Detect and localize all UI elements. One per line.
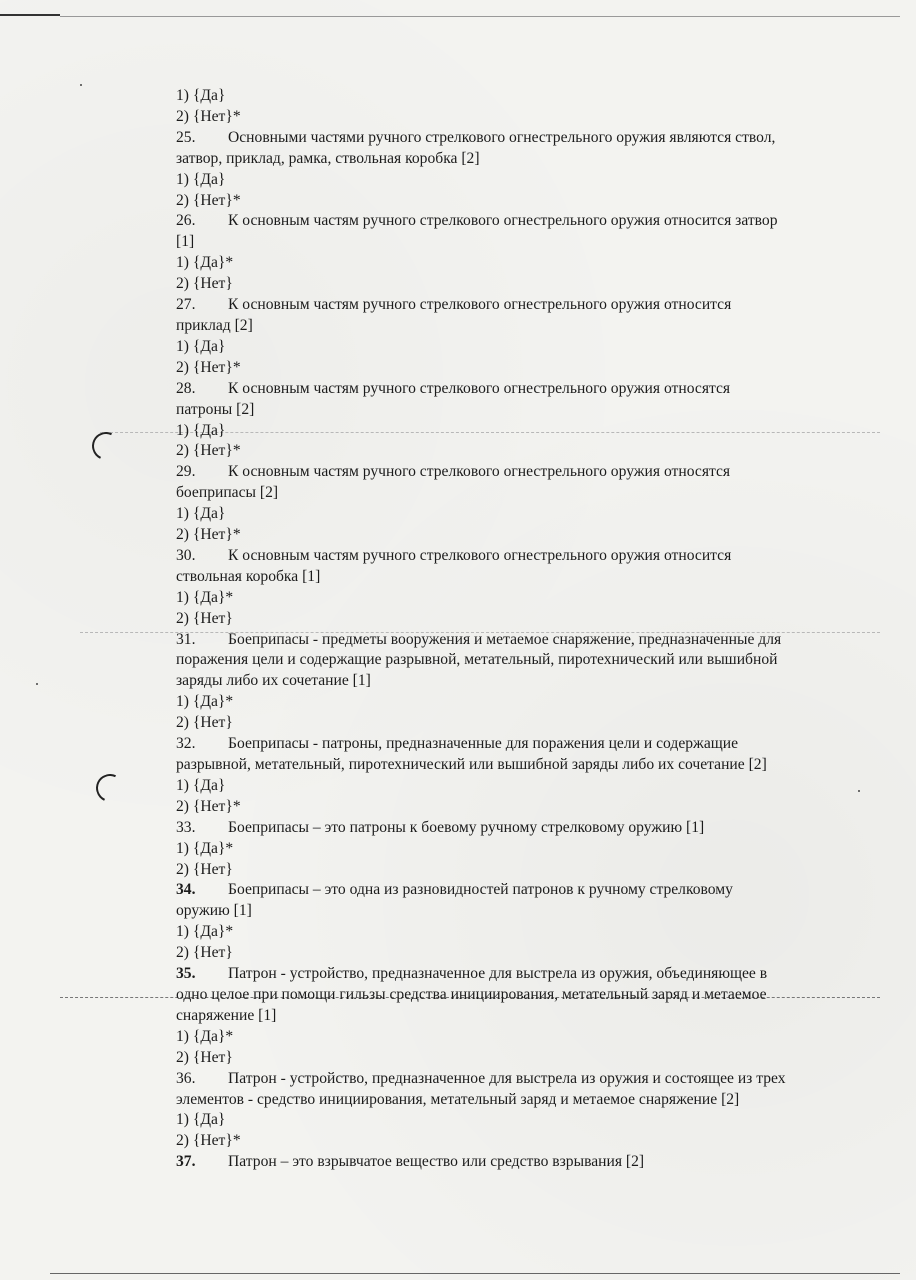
question-first-line xyxy=(176,211,876,232)
question-text-continued: приклад [2] xyxy=(176,316,253,334)
question-text-continued: заряды либо их сочетание [1] xyxy=(176,672,371,690)
question-text: Патрон - устройство, предназначенное для выстрела из оружия и состоящее из трех xyxy=(228,1069,786,1087)
speck xyxy=(80,84,82,86)
question-text: К основным частям ручного стрелкового огнестрельного оружия относится xyxy=(228,546,732,564)
answer-option: 1) {Да} xyxy=(176,170,226,188)
question-text: Боеприпасы - предметы вооружения и метаемое снаряжение, предназначенные для xyxy=(228,630,782,648)
question-text-continued: одно целое при помощи гильзы средства инициирования, метательный заряд и метаемое xyxy=(176,985,767,1003)
question-text-continued: оружию [1] xyxy=(176,902,252,920)
question-number: 25. xyxy=(176,128,196,146)
question-number: 37. xyxy=(176,1153,196,1171)
answer-option: 1) {Да} xyxy=(176,505,226,523)
question-number: 35. xyxy=(176,965,196,983)
punch-hole-mark xyxy=(88,428,124,464)
answer-option: 1) {Да} xyxy=(176,421,226,439)
answer-option: 1) {Да}* xyxy=(176,588,234,606)
answer-option: 2) {Нет} xyxy=(176,944,233,962)
answer-option: 2) {Нет}* xyxy=(176,526,241,544)
question-text: К основным частям ручного стрелкового огнестрельного оружия относится затвор xyxy=(228,212,778,230)
question-first-line xyxy=(176,379,876,400)
answer-option: 1) {Да} xyxy=(176,1111,226,1129)
punch-hole-mark xyxy=(92,770,128,806)
question-first-line xyxy=(176,546,876,567)
question-number: 36. xyxy=(176,1069,196,1087)
question-text: К основным частям ручного стрелкового огнестрельного оружия относится xyxy=(228,296,732,314)
answer-option: 1) {Да}* xyxy=(176,1027,234,1045)
question-first-line xyxy=(176,630,876,651)
question-number: 28. xyxy=(176,379,196,397)
question-first-line xyxy=(176,1069,876,1090)
question-number: 31. xyxy=(176,630,196,648)
document-body xyxy=(176,86,876,1173)
question-first-line xyxy=(176,462,876,483)
answer-option: 2) {Нет}* xyxy=(176,1132,241,1150)
question-text: К основным частям ручного стрелкового огнестрельного оружия относятся xyxy=(228,463,731,481)
answer-option: 2) {Нет}* xyxy=(176,107,241,125)
question-text-continued: патроны [2] xyxy=(176,400,255,418)
question-number: 33. xyxy=(176,818,196,836)
question-text-continued: разрывной, метательный, пиротехнический или вышибной заряды либо их сочетание [2] xyxy=(176,756,767,773)
answer-option: 2) {Нет}* xyxy=(176,358,241,376)
question-text: К основным частям ручного стрелкового огнестрельного оружия относятся xyxy=(228,379,731,397)
answer-option: 1) {Да}* xyxy=(176,254,234,272)
question-text-continued: [1] xyxy=(176,233,195,251)
top-edge-line xyxy=(0,14,60,16)
answer-option: 2) {Нет}* xyxy=(176,797,241,815)
answer-option: 1) {Да} xyxy=(176,337,226,355)
question-text-continued: ствольная коробка [1] xyxy=(176,567,321,585)
answer-option: 2) {Нет} xyxy=(176,860,233,878)
answer-option: 1) {Да} xyxy=(176,776,226,794)
question-text: Основными частями ручного стрелкового огнестрельного оружия являются ствол, xyxy=(228,128,776,146)
question-number: 34. xyxy=(176,881,196,899)
question-number: 26. xyxy=(176,212,196,230)
question-first-line xyxy=(176,1152,876,1173)
question-text-continued: боеприпасы [2] xyxy=(176,484,279,502)
question-text-continued: элементов - средство инициирования, метательный заряд и метаемое снаряжение [2] xyxy=(176,1090,740,1108)
question-text-continued: затвор, приклад, рамка, ствольная коробка [2] xyxy=(176,149,480,167)
question-text: Боеприпасы - патроны, предназначенные для поражения цели и содержащие xyxy=(228,735,739,753)
question-number: 29. xyxy=(176,463,196,481)
question-first-line xyxy=(176,734,876,755)
question-number: 32. xyxy=(176,735,196,753)
question-text: Боеприпасы – это патроны к боевому ручному стрелковому оружию [1] xyxy=(228,818,705,836)
question-text-continued: снаряжение [1] xyxy=(176,1006,277,1024)
answer-option: 2) {Нет} xyxy=(176,609,233,627)
question-first-line xyxy=(176,964,876,985)
bottom-edge-line xyxy=(50,1273,900,1274)
question-number: 30. xyxy=(176,546,196,564)
answer-option: 2) {Нет}* xyxy=(176,442,241,460)
answer-option: 1) {Да} xyxy=(176,87,226,104)
question-first-line xyxy=(176,818,876,839)
answer-option: 2) {Нет} xyxy=(176,714,233,732)
question-first-line xyxy=(176,880,876,901)
answer-option: 1) {Да}* xyxy=(176,839,234,857)
answer-option: 2) {Нет}* xyxy=(176,191,241,209)
answer-option: 1) {Да}* xyxy=(176,693,234,711)
question-first-line xyxy=(176,295,876,316)
question-first-line xyxy=(176,128,876,149)
answer-option: 2) {Нет} xyxy=(176,1048,233,1066)
speck xyxy=(36,683,38,685)
answer-option: 1) {Да}* xyxy=(176,923,234,941)
answer-option: 2) {Нет} xyxy=(176,275,233,293)
question-text: Патрон – это взрывчатое вещество или средство взрывания [2] xyxy=(228,1153,645,1171)
top-edge-line-right xyxy=(60,16,900,17)
question-text-continued: поражения цели и содержащие разрывной, метательный, пиротехнический или вышибной xyxy=(176,651,778,669)
question-number: 27. xyxy=(176,296,196,314)
question-text: Боеприпасы – это одна из разновидностей патронов к ручному стрелковому xyxy=(228,881,733,899)
question-text: Патрон - устройство, предназначенное для выстрела из оружия, объединяющее в xyxy=(228,965,768,983)
